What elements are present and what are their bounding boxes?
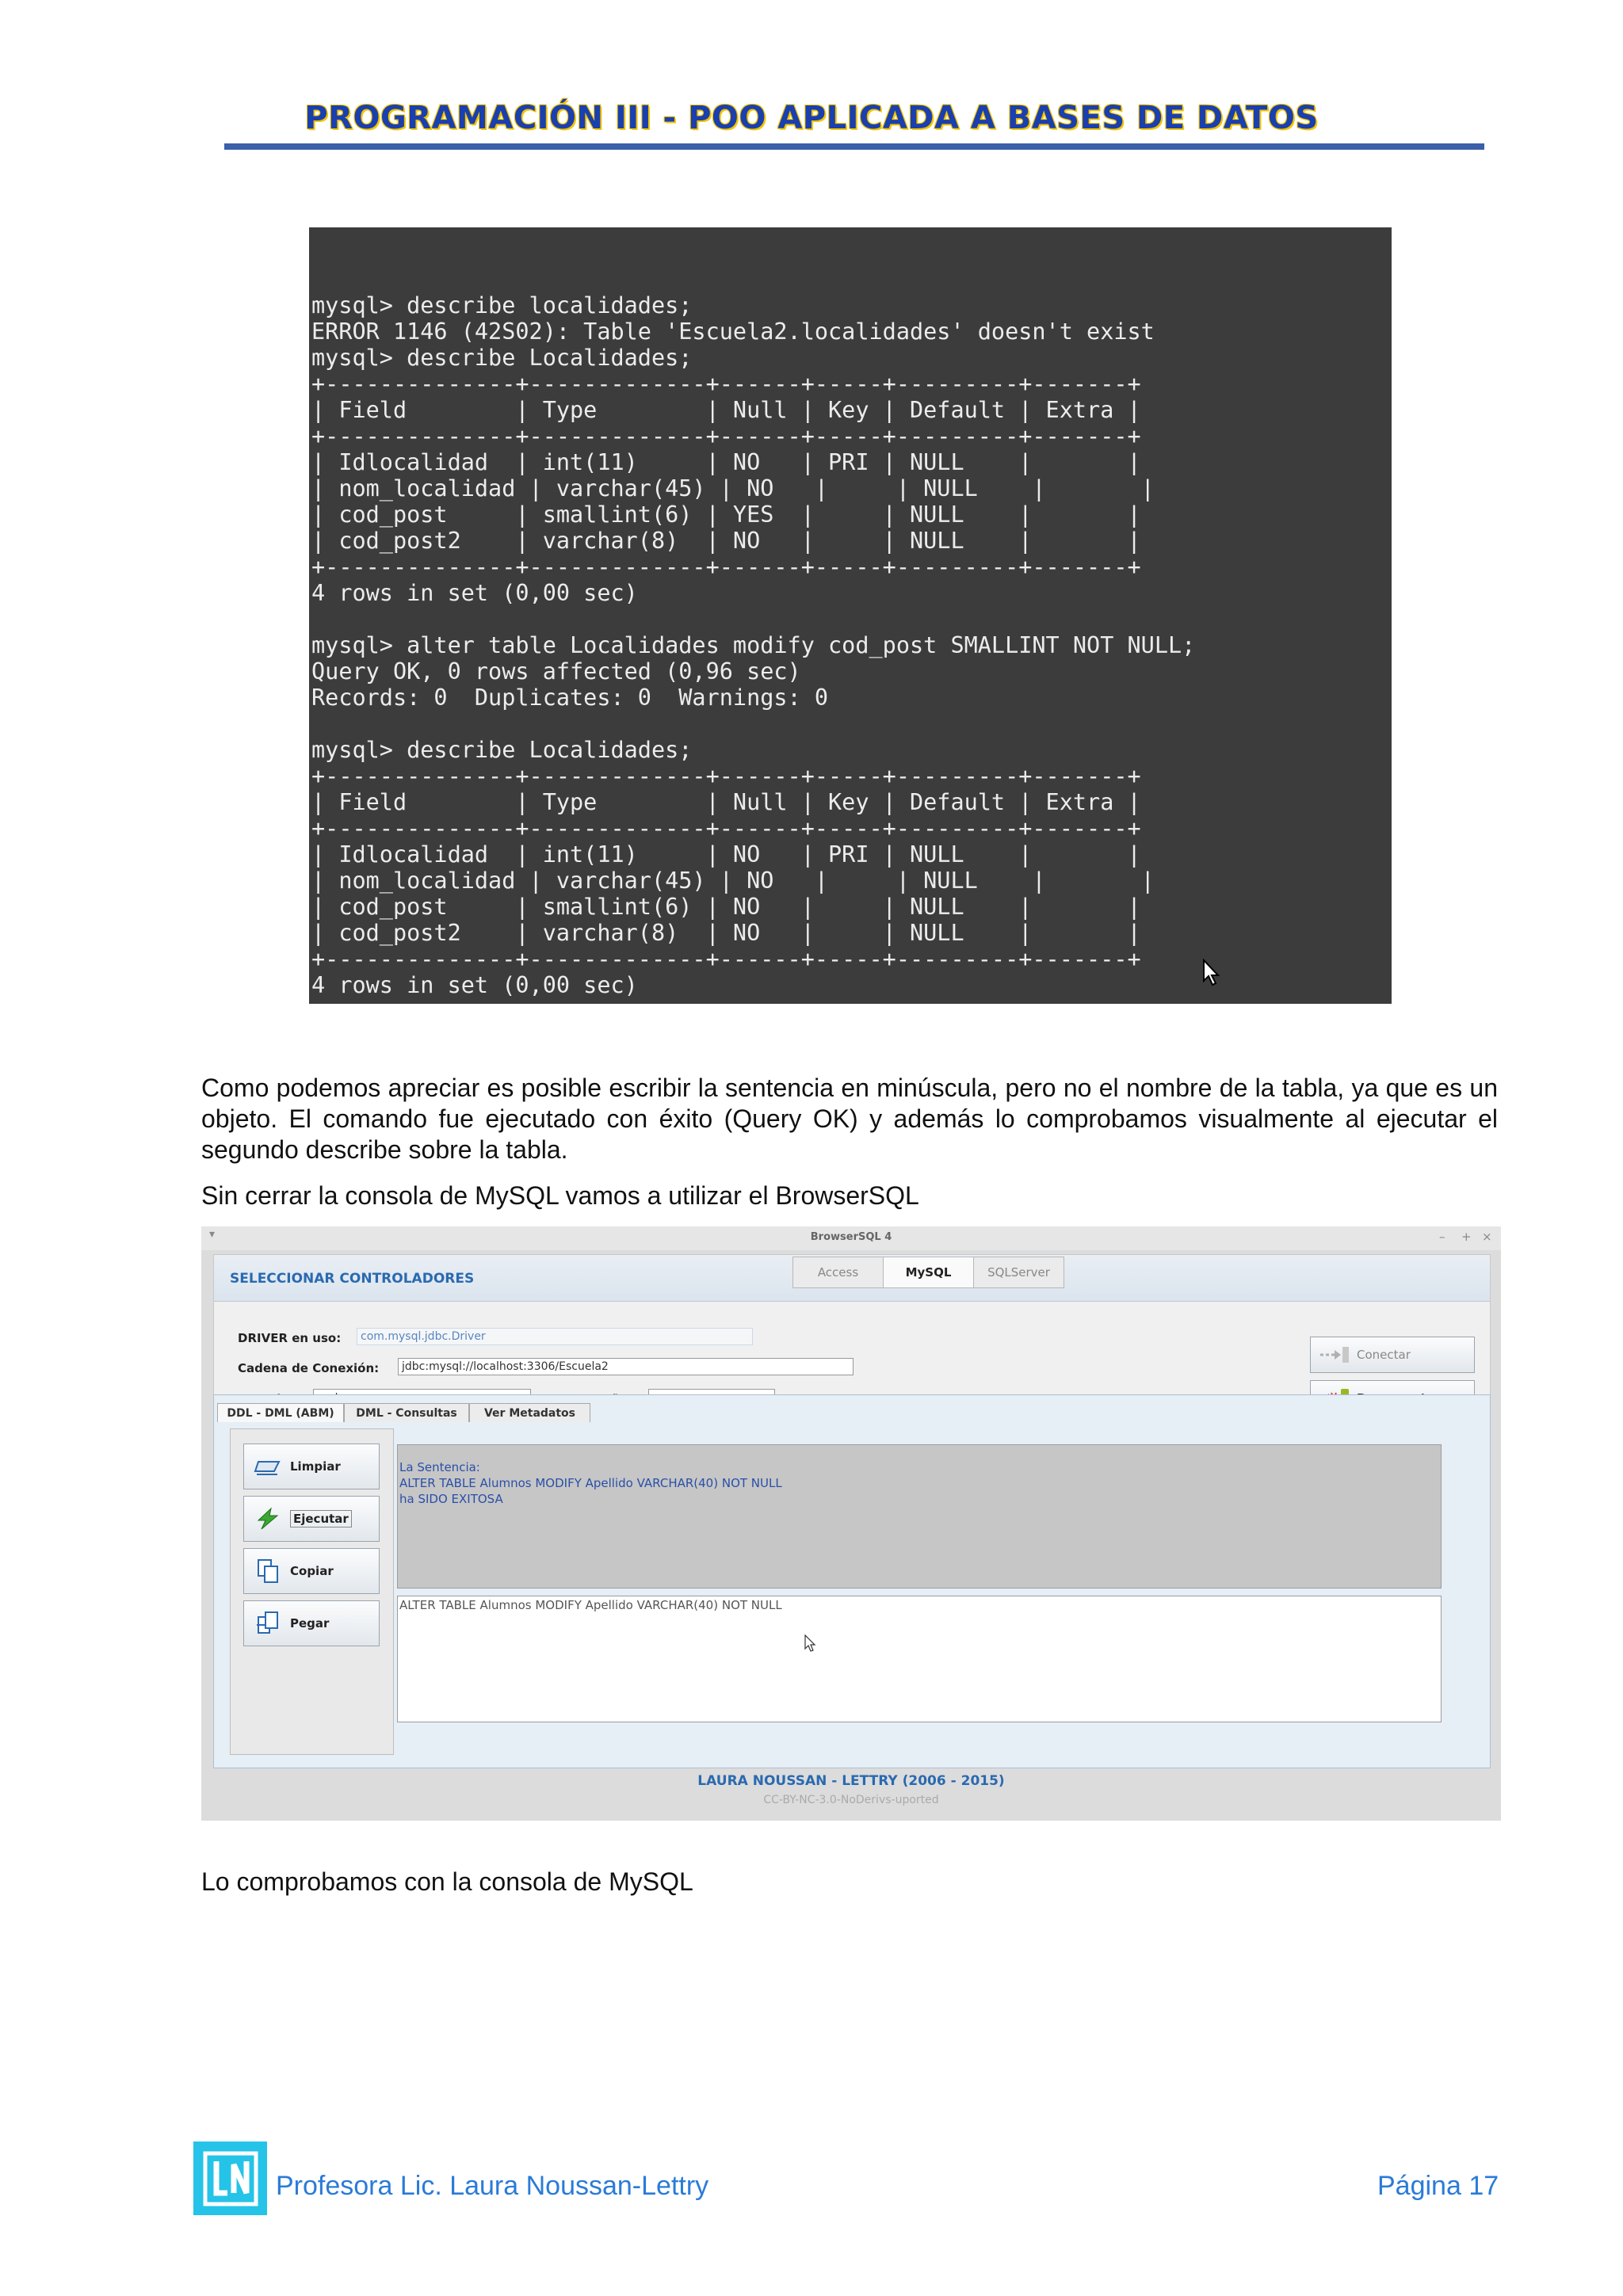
driver-field: com.mysql.jdbc.Driver	[357, 1328, 753, 1345]
window-titlebar	[201, 1226, 1501, 1250]
execute-label: Ejecutar	[290, 1510, 352, 1527]
window-title: BrowserSQL 4	[810, 1231, 892, 1243]
console-line: +--------------+-------------+------+-----+---------+-------+	[311, 371, 1141, 397]
maximize-icon[interactable]: +	[1461, 1230, 1472, 1244]
connect-label: Conectar	[1357, 1348, 1411, 1362]
console-line: Query OK, 0 rows affected (0,96 sec)	[311, 658, 801, 685]
console-line: +--------------+-------------+------+-----+---------+-------+	[311, 763, 1141, 789]
tab-access[interactable]: Access	[792, 1257, 884, 1288]
console-line: mysql> alter table Localidades modify cod_post SMALLINT NOT NULL;	[311, 632, 1196, 658]
mouse-pointer-icon	[1202, 959, 1221, 987]
work-panel	[213, 1394, 1491, 1768]
console-output	[311, 292, 1392, 1004]
clear-button[interactable]	[243, 1444, 380, 1489]
copy-button[interactable]	[243, 1548, 380, 1594]
result-line: La Sentencia:	[399, 1460, 480, 1474]
console-line: +--------------+-------------+------+-----+---------+-------+	[311, 815, 1141, 841]
minimize-icon[interactable]: –	[1439, 1230, 1445, 1244]
result-line: ha SIDO EXITOSA	[399, 1492, 503, 1506]
driver-label: DRIVER en uso:	[238, 1331, 342, 1345]
console-line: | Idlocalidad | int(11) | NO | PRI | NULL | |	[311, 449, 1141, 475]
connection-string-field[interactable]: jdbc:mysql://localhost:3306/Escuela2	[398, 1358, 854, 1375]
paste-label: Pegar	[290, 1616, 330, 1630]
app-footer-license: CC-BY-NC-3.0-NoDerivs-uported	[763, 1794, 939, 1806]
browsersql-window	[201, 1226, 1501, 1821]
mysql-console	[309, 227, 1392, 1004]
connect-icon	[1319, 1343, 1350, 1367]
console-line: Records: 0 Duplicates: 0 Warnings: 0	[311, 685, 829, 711]
execute-button[interactable]	[243, 1496, 380, 1542]
console-line	[311, 606, 1392, 632]
console-line: | Idlocalidad | int(11) | NO | PRI | NULL | |	[311, 841, 1141, 868]
console-line: 4 rows in set (0,00 sec)	[311, 580, 638, 606]
tab-dml-consultas[interactable]: DML - Consultas	[344, 1403, 469, 1422]
section-label: SELECCIONAR CONTROLADORES	[230, 1271, 475, 1287]
tab-ver-metadatos[interactable]: Ver Metadatos	[469, 1403, 590, 1422]
actions-column	[230, 1428, 394, 1755]
console-line: | cod_post | smallint(6) | YES | | NULL | |	[311, 502, 1141, 528]
console-line: ERROR 1146 (42S02): Table 'Escuela2.localidades' doesn't exist	[311, 318, 1155, 345]
paragraph-check-console: Lo comprobamos con la consola de MySQL	[201, 1867, 693, 1896]
console-line: | cod_post2 | varchar(8) | NO | | NULL | |	[311, 920, 1141, 946]
paste-button[interactable]	[243, 1600, 380, 1646]
console-line: 4 rows in set (0,00 sec)	[311, 972, 638, 998]
author-logo	[193, 2142, 267, 2215]
footer-page-number: Página 17	[1377, 2171, 1499, 2201]
console-line: +--------------+-------------+------+-----+---------+-------+	[311, 554, 1141, 580]
console-line: | Field | Type | Null | Key | Default | Extra |	[311, 789, 1141, 815]
clear-label: Limpiar	[290, 1459, 341, 1474]
result-line: ALTER TABLE Alumnos MODIFY Apellido VARCHAR(40) NOT NULL	[399, 1476, 782, 1490]
console-line	[311, 998, 1392, 1004]
footer-author: Profesora Lic. Laura Noussan-Lettry	[276, 2171, 709, 2201]
console-line: mysql> describe Localidades;	[311, 345, 693, 371]
header-rule	[224, 143, 1484, 150]
mouse-pointer-icon	[804, 1634, 817, 1653]
close-icon[interactable]: ×	[1482, 1230, 1492, 1244]
console-line: | cod_post | smallint(6) | NO | | NULL | |	[311, 894, 1141, 920]
console-line: mysql> describe Localidades;	[311, 737, 693, 763]
copy-label: Copiar	[290, 1564, 334, 1578]
console-line: | nom_localidad | varchar(45) | NO | | NULL | |	[311, 868, 1155, 894]
console-line: +--------------+-------------+------+-----+---------+-------+	[311, 423, 1141, 449]
tab-ddl-dml[interactable]: DDL - DML (ABM)	[217, 1403, 344, 1422]
window-menu-icon[interactable]: ▾	[209, 1228, 216, 1241]
console-line: +--------------+-------------+------+-----+---------+-------+	[311, 946, 1141, 972]
console-line	[311, 711, 1392, 737]
eraser-icon	[252, 1455, 284, 1478]
app-footer-author: LAURA NOUSSAN - LETTRY (2006 - 2015)	[697, 1773, 1005, 1789]
paragraph-explanation: Como podemos apreciar es posible escribir la sentencia en minúscula, pero no el nombre de la tabla, ya que es un objeto. El comando fue ejecutado con éxito (Query OK) y además lo comprobamos visualmente al ejecutar el segundo describe sobre la tabla.	[201, 1074, 1498, 1164]
paste-icon	[252, 1611, 284, 1635]
tab-mysql[interactable]: MySQL	[883, 1257, 974, 1288]
connection-string-label: Cadena de Conexión:	[238, 1361, 380, 1375]
drivers-header-bar	[214, 1255, 1490, 1302]
result-output-area	[397, 1444, 1442, 1589]
console-line: | Field | Type | Null | Key | Default | Extra |	[311, 397, 1141, 423]
connect-button[interactable]	[1310, 1337, 1475, 1373]
console-line: mysql> describe localidades;	[311, 292, 693, 318]
paragraph-browsersql-intro: Sin cerrar la consola de MySQL vamos a utilizar el BrowserSQL	[201, 1181, 919, 1210]
console-line: | nom_localidad | varchar(45) | NO | | NULL | |	[311, 475, 1155, 502]
page-header-title: PROGRAMACIÓN III - POO APLICADA A BASES DE DATOS	[304, 100, 1319, 136]
ln-logo-icon	[199, 2147, 262, 2210]
console-line: | cod_post2 | varchar(8) | NO | | NULL | |	[311, 528, 1141, 554]
copy-icon	[252, 1559, 284, 1583]
lightning-icon	[252, 1507, 284, 1531]
tab-sqlserver[interactable]: SQLServer	[973, 1257, 1064, 1288]
sql-input-area[interactable]: ALTER TABLE Alumnos MODIFY Apellido VARCHAR(40) NOT NULL	[397, 1596, 1442, 1722]
